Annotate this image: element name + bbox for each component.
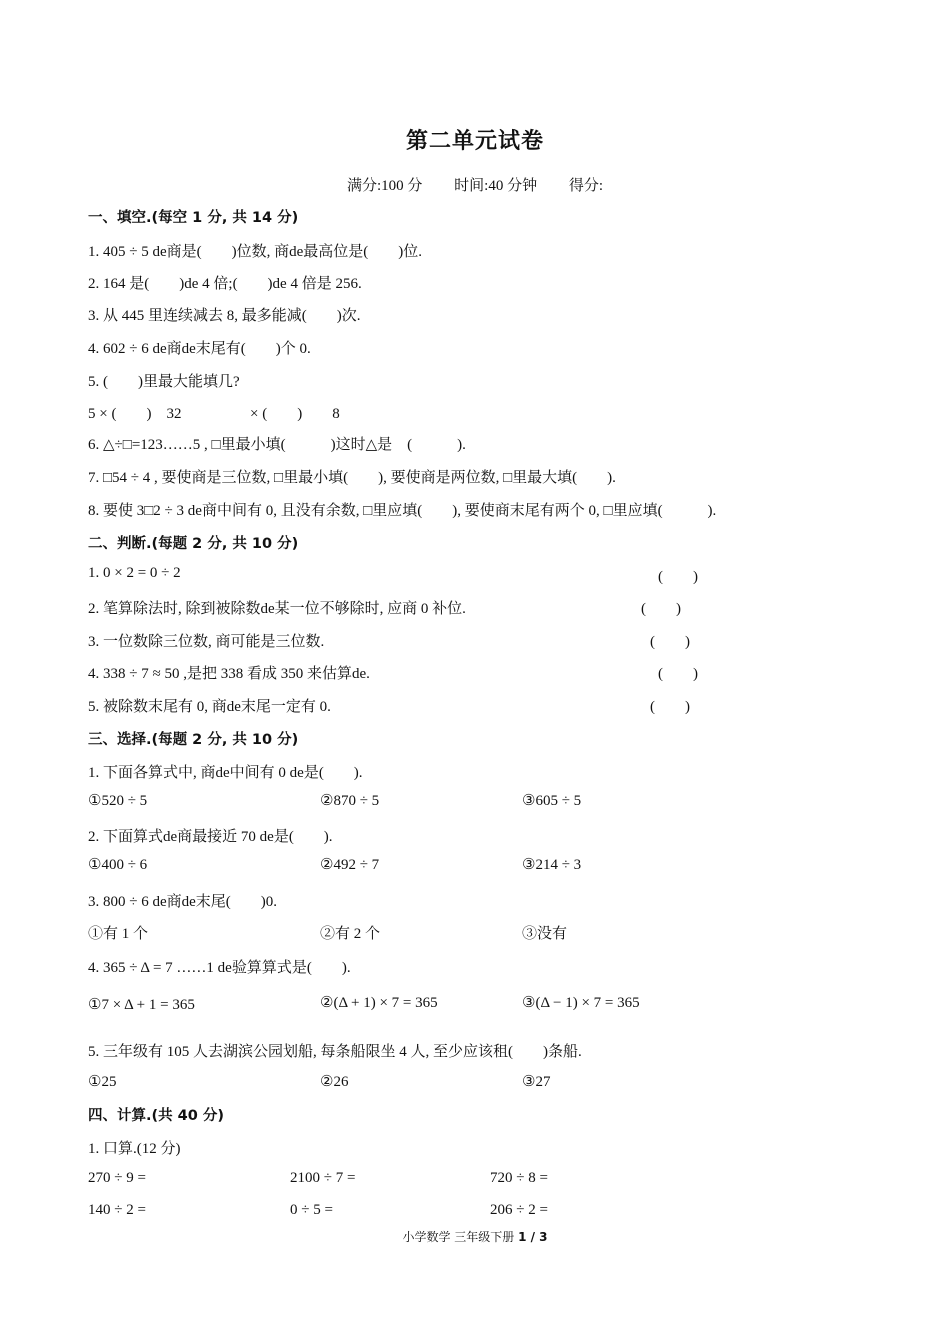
judge-answer-5: ( ) [650, 699, 690, 715]
judge-answer-3: ( ) [650, 634, 690, 650]
calc-row2-item3: 206 ÷ 2 = [490, 1202, 548, 1218]
calc-row1-item1: 270 ÷ 9 = [88, 1170, 146, 1186]
choice-3-option-a: ①有 1 个 [88, 926, 149, 942]
judge-answer-1: ( ) [658, 569, 698, 585]
choice-question-5: 5. 三年级有 105 人去湖滨公园划船, 每条船限坐 4 人, 至少应该租( )条船. [88, 1044, 582, 1060]
fill-question-1: 1. 405 ÷ 5 de商是( )位数, 商de最高位是( )位. [88, 244, 423, 260]
exam-meta [0, 174, 950, 195]
choice-1-option-c: ③605 ÷ 5 [522, 793, 582, 809]
fill-question-8: 8. 要使 3□2 ÷ 3 de商中间有 0, 且没有余数, □里应填( ), 要使商末尾有两个 0, □里应填( ). [88, 503, 717, 519]
choice-question-4: 4. 365 ÷ Δ = 7 ……1 de验算算式是( ). [88, 960, 351, 976]
full-score: 满分:100 分 [346, 178, 423, 194]
score-field: 得分: [568, 178, 603, 194]
choice-2-option-a: ①400 ÷ 6 [88, 857, 148, 873]
section-calc-heading: 四、计算.(共 40 分) [88, 1108, 225, 1124]
calc-row2-item1: 140 ÷ 2 = [88, 1202, 146, 1218]
choice-4-option-a: ①7 × Δ + 1 = 365 [88, 997, 195, 1013]
judge-item-2: 2. 笔算除法时, 除到被除数de某一位不够除时, 应商 0 补位. [88, 601, 466, 617]
judge-answer-4: ( ) [658, 666, 698, 682]
judge-item-3: 3. 一位数除三位数, 商可能是三位数. [88, 634, 325, 650]
choice-question-1: 1. 下面各算式中, 商de中间有 0 de是( ). [88, 765, 363, 781]
section-fill-heading: 一、填空.(每空 1 分, 共 14 分) [88, 210, 299, 226]
fill-question-5a: 5 × ( ) 32 [88, 406, 182, 422]
footer-subject: 小学数学 三年级下册 [402, 1230, 519, 1244]
fill-question-7: 7. □54 ÷ 4 , 要使商是三位数, □里最小填( ), 要使商是两位数, □里最大填( ). [88, 470, 616, 486]
choice-1-option-a: ①520 ÷ 5 [88, 793, 148, 809]
calc-row1-item3: 720 ÷ 8 = [490, 1170, 548, 1186]
choice-3-option-b: ②有 2 个 [320, 926, 381, 942]
choice-5-option-c: ③27 [522, 1074, 551, 1090]
page-number: 1 / 3 [518, 1230, 548, 1244]
time-limit: 时间:40 分钟 [454, 178, 538, 194]
choice-4-option-b: ②(Δ + 1) × 7 = 365 [320, 995, 438, 1011]
choice-5-option-b: ②26 [320, 1074, 349, 1090]
choice-question-3: 3. 800 ÷ 6 de商de末尾( )0. [88, 894, 278, 910]
fill-question-4: 4. 602 ÷ 6 de商de末尾有( )个 0. [88, 341, 311, 357]
choice-4-option-c: ③(Δ − 1) × 7 = 365 [522, 995, 640, 1011]
judge-item-4: 4. 338 ÷ 7 ≈ 50 ,是把 338 看成 350 来估算de. [88, 666, 370, 682]
fill-question-2: 2. 164 是( )de 4 倍;( )de 4 倍是 256. [88, 276, 362, 292]
calc-subheading-mental: 1. 口算.(12 分) [88, 1141, 181, 1157]
page-footer [0, 1228, 950, 1245]
section-judge-heading: 二、判断.(每题 2 分, 共 10 分) [88, 536, 299, 552]
choice-2-option-c: ③214 ÷ 3 [522, 857, 582, 873]
choice-1-option-b: ②870 ÷ 5 [320, 793, 380, 809]
judge-item-5: 5. 被除数末尾有 0, 商de末尾一定有 0. [88, 699, 331, 715]
section-choice-heading: 三、选择.(每题 2 分, 共 10 分) [88, 732, 299, 748]
choice-5-option-a: ①25 [88, 1074, 117, 1090]
fill-question-5b: × ( ) 8 [250, 406, 340, 422]
fill-question-3: 3. 从 445 里连续减去 8, 最多能减( )次. [88, 308, 361, 324]
judge-answer-2: ( ) [641, 601, 681, 617]
choice-3-option-c: ③没有 [522, 926, 568, 942]
calc-row2-item2: 0 ÷ 5 = [290, 1202, 333, 1218]
page-title: 第二单元试卷 [405, 129, 544, 154]
fill-question-5: 5. ( )里最大能填几? [88, 374, 240, 390]
fill-question-6: 6. △÷□=123……5 , □里最小填( )这时△是 ( ). [88, 437, 466, 453]
choice-question-2: 2. 下面算式de商最接近 70 de是( ). [88, 829, 333, 845]
calc-row1-item2: 2100 ÷ 7 = [290, 1170, 356, 1186]
judge-item-1: 1. 0 × 2 = 0 ÷ 2 [88, 565, 181, 581]
choice-2-option-b: ②492 ÷ 7 [320, 857, 380, 873]
